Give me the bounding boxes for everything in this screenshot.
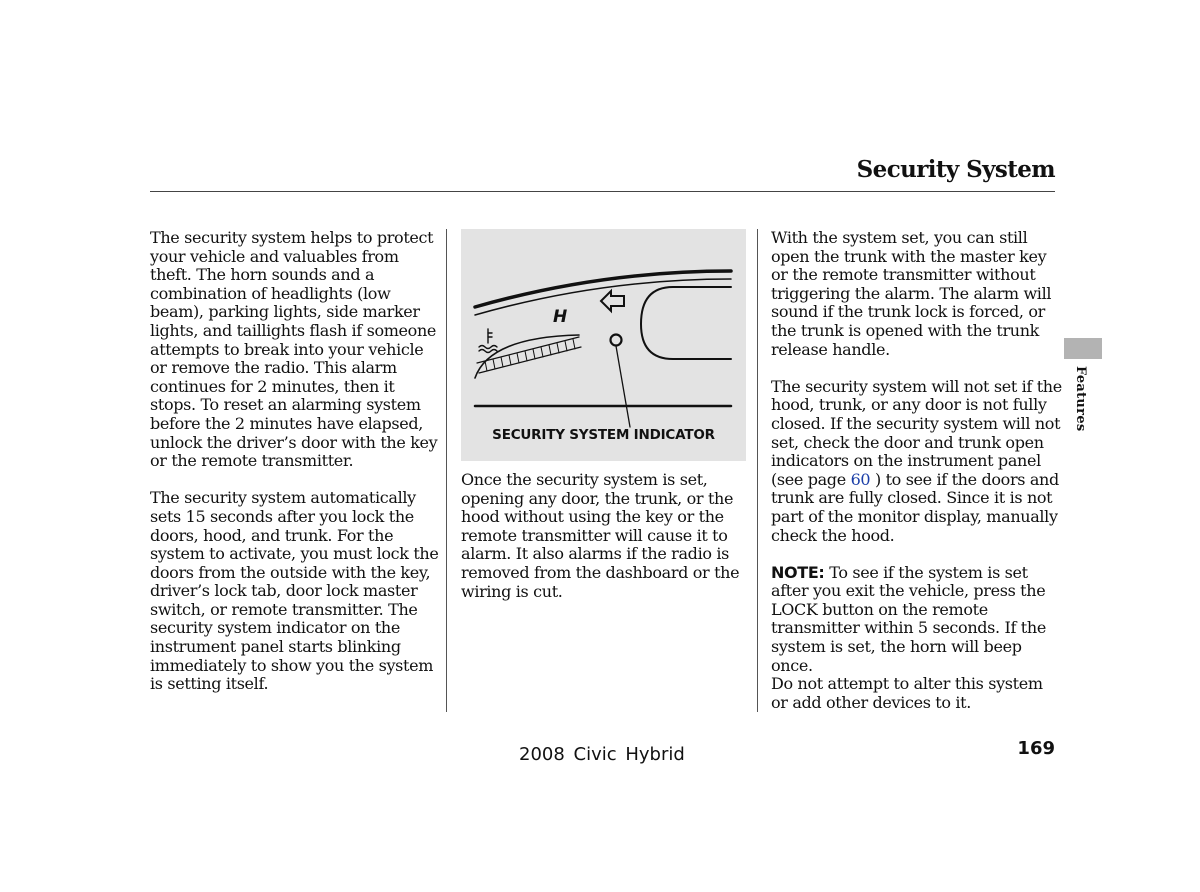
column-2 — [461, 471, 745, 601]
page-title: Security System — [856, 156, 1055, 183]
column-divider-1 — [446, 229, 447, 712]
footer-model: 2008 Civic Hybrid — [519, 744, 685, 765]
paragraph-alarm-triggers: Once the security system is set, opening any door, the trunk, or the hood without using the key or the remote transmitter will cause it to alarm. It also alarms if the radio is removed from the dashboard or the wiring is cut. — [461, 470, 740, 601]
gauge-hot-label: H — [553, 307, 568, 327]
paragraph-trunk-access: With the system set, you can still open the trunk with the master key or the remote transmitter without triggering the alarm. The alarm will sound if the trunk lock is forced, or the trunk is opened with the trunk release handle. — [771, 228, 1052, 359]
figure-caption: SECURITY SYSTEM INDICATOR — [492, 427, 715, 443]
page-60-link[interactable]: 60 — [850, 469, 871, 489]
column-divider-2 — [757, 229, 758, 712]
features-tab-label: Features — [1073, 366, 1088, 432]
leader-line — [616, 346, 630, 427]
security-indicator-figure — [461, 229, 746, 461]
page-number: 169 — [1017, 738, 1055, 759]
column-3 — [771, 229, 1063, 712]
features-tab-marker — [1064, 338, 1102, 359]
security-indicator-light-icon — [611, 335, 622, 346]
coolant-temperature-icon — [479, 329, 497, 353]
paragraph-not-set: The security system will not set if the hood, trunk, or any door is not fully closed. If the security system will not set, check the door and trunk open indicators on the instrument panel (see page 60 ) to see if the doors and trunk are fully closed. Since it is not part of the monitor display, manually check the hood. — [771, 376, 1062, 545]
paragraph-auto-set: The security system automatically sets 15 seconds after you lock the doors, hood, and trunk. For the system to activate, you must lock the doors from the outside with the key, driver’s lock tab, door lock master switch, or remote transmitter. The security system indicator on the instrument panel starts blinking immediately to show you the system is setting itself. — [150, 488, 439, 694]
header-rule — [150, 191, 1055, 192]
display-window-outline — [641, 287, 731, 359]
paragraph-do-not-alter: Do not attempt to alter this system or add other devices to it. — [771, 674, 1043, 712]
paragraph-alarm-overview: The security system helps to protect your vehicle and valuables from theft. The horn sounds and a combination of headlights (low beam), parking lights, side marker lights, and taillights flash if someone attempts to break into your vehicle or remove the radio. This alarm continues for 2 minutes, then it stops. To reset an alarming system before the 2 minutes have elapsed, unlock the driver’s door with the key or the remote transmitter. — [150, 228, 438, 471]
column-1 — [150, 229, 442, 694]
note-label: NOTE: — [771, 562, 825, 582]
paragraph-note: NOTE: To see if the system is set after you exit the vehicle, press the LOCK button on the remote transmitter within 5 seconds. If the system is set, the horn will beep once. — [771, 562, 1046, 675]
arrow-left-icon — [601, 291, 624, 311]
